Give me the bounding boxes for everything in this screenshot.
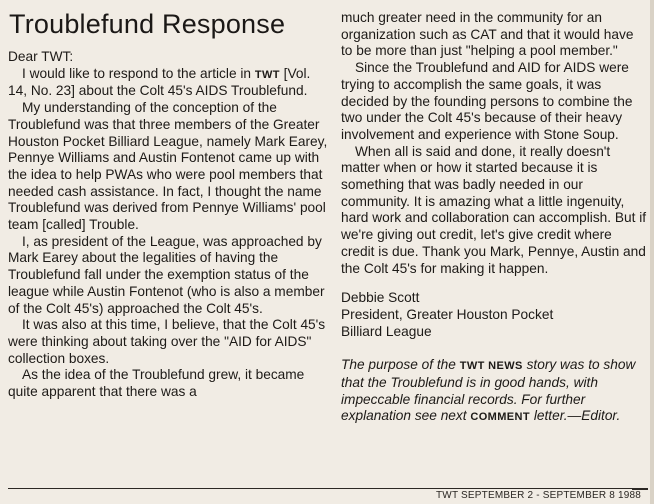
footer-dateline: TWT SEPTEMBER 2 - SEPTEMBER 8 1988 <box>436 490 642 501</box>
paragraph-3: I, as president of the League, was approached by Mark Earey about the legalities of having the Troublefund fall under the exemption status of the league while Austin Fontenot (who is also a member of the Colt 45's) approached the Colt 45's. <box>8 233 325 316</box>
publication-abbrev: TWT <box>254 68 280 81</box>
salutation: Dear TWT: <box>8 49 74 64</box>
signature-block <box>341 290 647 340</box>
paragraph-4: It was also at this time, I believe, that the Colt 45's were thinking about taking over the "AID for AIDS" collection boxes. <box>8 317 326 366</box>
signature-title-line-1: President, Greater Houston Pocket <box>341 306 554 322</box>
page-edge <box>650 0 654 504</box>
paragraph-1-after: [Vol. 14, No. 23] about the Colt 45's AIDS Troublefund. <box>8 65 311 99</box>
editor-note-part-2: story was to show that the Troublefund is in good hands, with impeccable financial records. For further explanation see next <box>341 357 636 424</box>
right-column <box>341 10 647 426</box>
editor-note-sc-2: COMMENT <box>470 411 531 424</box>
editor-note-part-1: The purpose of the <box>341 357 460 373</box>
editor-note-sc-1: TWT NEWS <box>459 360 523 373</box>
paragraph-5: As the idea of the Troublefund grew, it became quite apparent that there was a <box>8 367 305 400</box>
paragraph-8: When all is said and done, it really doesn't matter when or how it started because it is something that was badly needed in our community. It is amazing what a little ingenuity, hard work and collaboration can accomplish. But if we're giving out credit, let's give credit where credit is due. Thank you Mark, Pennye, Austin and the Colt 45's for making it happen. <box>341 143 647 276</box>
signature-title-line-2: Billiard League <box>341 323 432 339</box>
editor-note <box>341 357 647 426</box>
left-column <box>8 8 330 401</box>
paragraph-7: Since the Troublefund and AID for AIDS were trying to accomplish the same goals, it was decided by the founding persons to combine the two under the Colt 45's because of their heavy involvement and experience with Stone Soup. <box>341 60 633 142</box>
paragraph-1 <box>8 66 330 100</box>
signature-name: Debbie Scott <box>341 290 420 306</box>
paragraph-2: My understanding of the conception of the Troublefund was that three members of the Greater Houston Pocket Billiard League, namely Mark Earey, Pennye Williams and Austin Fontenot came up with the idea to help PWAs who were pool members that needed cash assistance. In fact, I thought the name Troublefund was derived from Pennye Williams' pool team [called] Trouble. <box>8 100 328 233</box>
editor-note-part-3: letter.—Editor. <box>530 408 621 424</box>
footer-rule <box>8 488 636 489</box>
paragraph-6: much greater need in the community for an organization such as CAT and that it would have to be more than just "helping a pool member." <box>341 10 634 59</box>
article-title: Troublefund Response <box>9 9 286 39</box>
paragraph-1-before: I would like to respond to the article in <box>22 65 255 81</box>
